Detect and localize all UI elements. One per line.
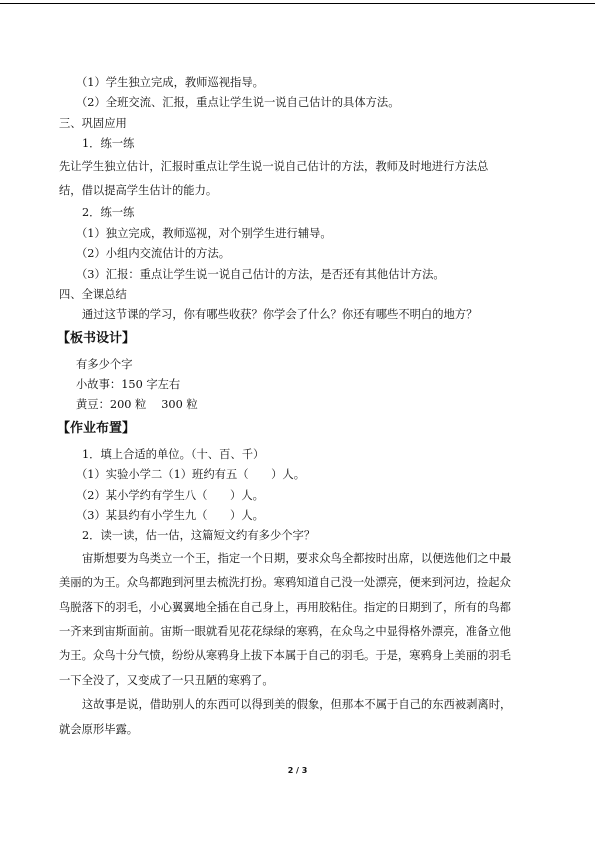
section-4-text: 通过这节课的学习，你有哪些收获？你学会了什么？你还有哪些不明白的地方？ xyxy=(82,308,478,322)
section-4-title: 四、全课总结 xyxy=(59,287,127,301)
practice-2-item: （1）独立完成，教师巡视，对个别学生进行辅导。 xyxy=(76,226,332,240)
story-line: 美丽的为王。众鸟都跑到河里去梳洗打扮。寒鸦知道自己没一处漂亮，便来到河边，捡起众 xyxy=(59,576,511,590)
homework-1-title: 1．填上合适的单位。（十、百、千） xyxy=(82,447,265,461)
moral-line: 就会原形毕露。 xyxy=(59,722,139,736)
step-line-2: （2）全班交流、汇报，重点让学生说一说自己估计的具体方法。 xyxy=(76,96,400,110)
practice-1-text-line: 结，借以提高学生估计的能力。 xyxy=(59,183,218,197)
section-3-title: 三、巩固应用 xyxy=(59,116,127,130)
story-line: 一下全没了，又变成了一只丑陋的寒鸦了。 xyxy=(59,673,274,687)
board-line: 黄豆：200 粒 300 粒 xyxy=(76,398,198,412)
page-top-rule xyxy=(0,3,595,4)
practice-1-text-line: 先让学生独立估计，汇报时重点让学生说一说自己估计的方法，教师及时地进行方法总 xyxy=(59,159,489,173)
moral-line: 这故事是说，借助别人的东西可以得到美的假象，但那本不属于自己的东西被剥离时， xyxy=(82,698,512,712)
practice-2-item: （3）汇报：重点让学生说一说自己估计的方法，是否还有其他估计方法。 xyxy=(76,267,445,281)
board-line: 有多少个字 xyxy=(76,357,133,371)
practice-2-item: （2）小组内交流估计的方法。 xyxy=(76,247,231,261)
story-line: 一齐来到宙斯面前。宙斯一眼就看见花花绿绿的寒鸦，在众鸟之中显得格外漂亮，准备立他 xyxy=(59,624,511,638)
story-line: 宙斯想要为鸟类立一个王，指定一个日期，要求众鸟全都按时出席，以便选他们之中最 xyxy=(82,551,512,565)
step-line-1: （1）学生独立完成，教师巡视指导。 xyxy=(76,76,264,89)
homework-1-item: （3）某县约有小学生九（ ）人。 xyxy=(76,509,264,523)
homework-2-title: 2．读一读，估一估，这篇短文约有多少个字？ xyxy=(82,529,316,543)
homework-1-item: （1）实验小学二（1）班约有五（ ）人。 xyxy=(76,468,306,482)
homework-1-item: （2）某小学约有学生八（ ）人。 xyxy=(76,488,264,502)
board-design-heading: 【板书设计】 xyxy=(57,330,136,346)
practice-1-title: 1．练一练 xyxy=(82,137,135,151)
document-body xyxy=(59,73,537,742)
page-number: 2 / 3 xyxy=(287,766,308,775)
practice-2-title: 2．练一练 xyxy=(82,206,135,220)
story-line: 鸟脱落下的羽毛，小心翼翼地全插在自己身上，再用胶粘住。指定的日期到了，所有的鸟都 xyxy=(59,600,511,614)
story-line: 为王。众鸟十分气愤，纷纷从寒鸦身上拔下本属于自己的羽毛。于是，寒鸦身上美丽的羽毛 xyxy=(59,649,511,663)
board-line: 小故事：150 字左右 xyxy=(76,378,181,392)
homework-heading: 【作业布置】 xyxy=(57,420,136,436)
